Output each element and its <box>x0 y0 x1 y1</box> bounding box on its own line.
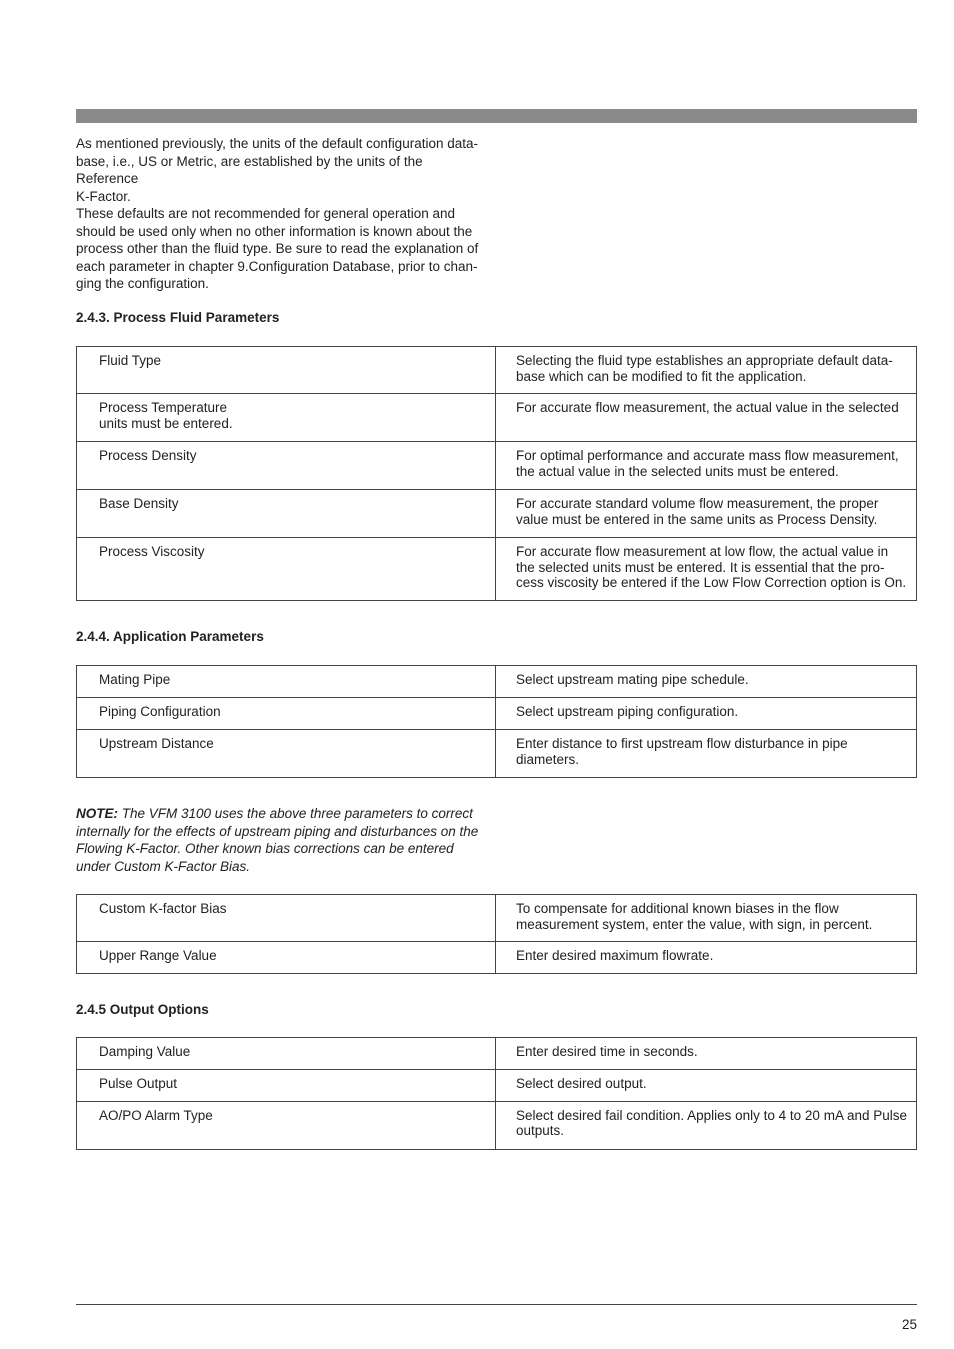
param-name: AO/PO Alarm Type <box>77 1101 496 1149</box>
intro-paragraph: As mentioned previously, the units of the default configuration data- base, i.e., US or Metric, are established by the units of the Reference K-Factor. <box>76 136 478 204</box>
output-options-heading: 2.4.5 Output Options <box>76 1002 209 1017</box>
table-row <box>77 1070 917 1102</box>
param-name: Upper Range Value <box>77 942 496 974</box>
table-row <box>77 698 917 730</box>
table-row <box>77 538 917 601</box>
param-description: For accurate standard volume flow measurement, the proper value must be entered in the same units as Process Density. <box>496 490 917 538</box>
process-fluid-table <box>76 346 917 601</box>
param-name: Damping Value <box>77 1038 496 1070</box>
param-description: Enter distance to first upstream flow disturbance in pipe diameters. <box>496 730 917 778</box>
table-row <box>77 442 917 490</box>
param-name: Pulse Output <box>77 1070 496 1102</box>
table-row <box>77 730 917 778</box>
param-name: Process Viscosity <box>77 538 496 601</box>
note-label: NOTE: <box>76 806 118 821</box>
param-name: Fluid Type <box>77 347 496 394</box>
table-row <box>77 347 917 394</box>
footer-rule <box>76 1304 917 1305</box>
table-row <box>77 1101 917 1149</box>
param-name: Custom K-factor Bias <box>77 895 496 942</box>
param-description: Select upstream mating pipe schedule. <box>496 666 917 698</box>
param-description: For accurate flow measurement at low flow, the actual value in the selected units must be entered. It is essential that the pro- cess viscosity be entered if the Low Flow Correction option is On. <box>496 538 917 601</box>
param-description: Enter desired time in seconds. <box>496 1038 917 1070</box>
param-name: Process Temperature units must be entered. <box>77 394 496 442</box>
param-description: Enter desired maximum flowrate. <box>496 942 917 974</box>
table-row <box>77 942 917 974</box>
application-heading: 2.4.4. Application Parameters <box>76 629 264 644</box>
param-description: Select desired fail condition. Applies only to 4 to 20 mA and Pulse outputs. <box>496 1101 917 1149</box>
application-table <box>76 665 917 778</box>
param-name: Upstream Distance <box>77 730 496 778</box>
param-description: For optimal performance and accurate mass flow measurement, the actual value in the selected units must be entered. <box>496 442 917 490</box>
bias-table <box>76 894 917 974</box>
defaults-paragraph: These defaults are not recommended for general operation and should be used only when no other information is known about the process other than the fluid type. Be sure to read the explanation of each parameter in chapter 9.Configuration Database, prior to chan- ging the configuration. <box>76 206 479 291</box>
param-description: Select desired output. <box>496 1070 917 1102</box>
note-text: The VFM 3100 uses the above three parameters to correct internally for the effects of upstream piping and disturbances on the Flowing K-Factor. Other known bias corrections can be entered under Custom K-Factor Bias. <box>76 806 479 874</box>
param-description: For accurate flow measurement, the actual value in the selected <box>496 394 917 442</box>
process-fluid-heading: 2.4.3. Process Fluid Parameters <box>76 310 280 325</box>
param-name: Piping Configuration <box>77 698 496 730</box>
table-row <box>77 895 917 942</box>
page-number: 25 <box>901 1317 917 1332</box>
note-paragraph <box>76 805 488 875</box>
output-options-table <box>76 1037 917 1150</box>
header-bar <box>76 109 917 123</box>
param-description: Selecting the fluid type establishes an appropriate default data- base which can be modified to fit the application. <box>496 347 917 394</box>
table-row <box>77 490 917 538</box>
param-name: Process Density <box>77 442 496 490</box>
table-row <box>77 666 917 698</box>
param-description: Select upstream piping configuration. <box>496 698 917 730</box>
param-description: To compensate for additional known biases in the flow measurement system, enter the value, with sign, in percent. <box>496 895 917 942</box>
param-name: Base Density <box>77 490 496 538</box>
table-row <box>77 394 917 442</box>
table-row <box>77 1038 917 1070</box>
param-name: Mating Pipe <box>77 666 496 698</box>
